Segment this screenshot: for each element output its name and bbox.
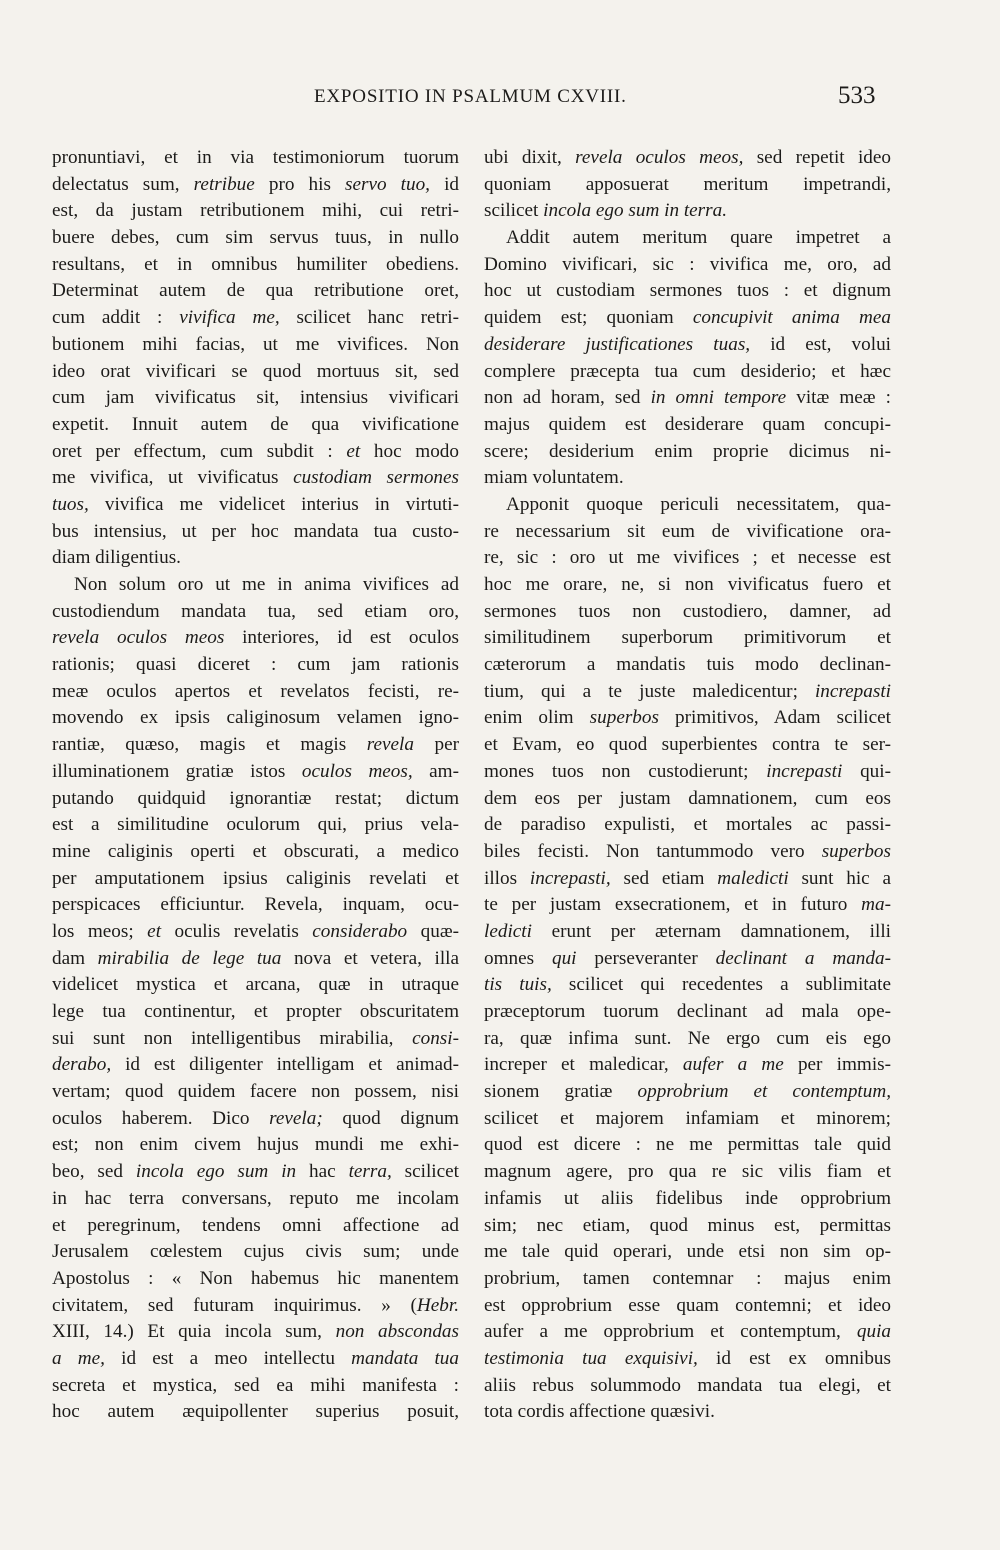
italic-segment: oculos meos, (301, 760, 413, 782)
text-line (484, 1399, 891, 1426)
italic-segment: servo tuo, (345, 173, 430, 195)
text-line (52, 1079, 459, 1106)
text-line (484, 412, 891, 439)
italic-segment: testimonia tua exquisivi, (484, 1347, 698, 1369)
text-segment: quod est dicere : ne me permittas tale quid (484, 1134, 891, 1156)
text-segment: movendo ex ipsis caliginosum velamen igno- (52, 707, 459, 729)
text-line (52, 705, 459, 732)
text-segment: aliis rebus solummodo mandata tua elegi, et (484, 1374, 891, 1396)
text-line (484, 1213, 891, 1240)
text-line (52, 652, 459, 679)
italic-segment: mirabilia de lege tua (97, 947, 282, 969)
text-segment: XIII, 14.) Et quia incola sum, (52, 1321, 336, 1343)
italic-segment: terra, (348, 1161, 392, 1183)
italic-segment: considerabo (312, 920, 408, 942)
text-segment: oculos haberem. Dico (52, 1107, 270, 1129)
text-segment: sermones tuos non custodiero, damner, ad (484, 600, 891, 622)
text-segment: id est diligenter intelligam et animad- (111, 1054, 459, 1076)
text-line (52, 305, 459, 332)
text-segment: ubi dixit, (484, 147, 576, 168)
text-line (52, 892, 459, 919)
text-line (484, 172, 891, 199)
text-line (484, 305, 891, 332)
text-segment: vertam; quod quidem facere non possem, nisi (52, 1081, 459, 1103)
text-line (52, 545, 459, 572)
italic-segment: quia (856, 1321, 891, 1343)
text-segment: quoniam apposuerat meritum impetrandi, (484, 173, 891, 195)
text-segment: tota cordis affectione quæsivi. (484, 1401, 715, 1423)
text-line (52, 225, 459, 252)
text-segment: mine caliginis operti et obscurati, a medico (52, 840, 459, 862)
text-line (52, 759, 459, 786)
text-line (52, 519, 459, 546)
text-segment: ra, quæ infima sunt. Ne ergo cum eis ego (484, 1027, 891, 1049)
right-text-column (484, 145, 891, 1426)
text-segment: putando quidquid ignorantiæ restat; dictum (52, 787, 459, 809)
text-line (484, 679, 891, 706)
text-line (52, 999, 459, 1026)
text-line (52, 198, 459, 225)
italic-segment: tuos, (52, 493, 89, 515)
text-segment: complere præcepta tua cum desiderio; et hæc (484, 360, 891, 382)
text-line (484, 385, 891, 412)
text-segment: scilicet (391, 1161, 459, 1183)
text-line (52, 1239, 459, 1266)
text-line (52, 1373, 459, 1400)
text-line (52, 1186, 459, 1213)
text-segment: dem eos per justam damnationem, cum eos (484, 787, 891, 809)
text-segment: vitæ meæ : (786, 387, 891, 409)
italic-segment: custodiam sermones (293, 467, 459, 489)
text-segment: Non solum oro ut me in anima vivifices ad (74, 574, 459, 595)
text-segment: custodiendum mandata tua, sed etiam oro, (52, 600, 459, 622)
text-line (484, 732, 891, 759)
text-line (52, 919, 459, 946)
text-segment: scere; desiderium enim proprie dicimus ni- (484, 440, 891, 462)
italic-segment: consi- (412, 1027, 459, 1049)
text-segment: buere debes, cum sim servus tuus, in nullo (52, 227, 459, 249)
italic-segment: concupivit anima mea (692, 307, 891, 329)
text-line (52, 1213, 459, 1240)
italic-segment: incola ego sum in terra. (543, 200, 728, 222)
text-line (484, 599, 891, 626)
text-segment: quæ- (407, 920, 460, 942)
text-segment: quidem est; quoniam (484, 307, 693, 329)
text-segment: increper et maledicar, (484, 1054, 683, 1076)
italic-segment: revela; (269, 1107, 323, 1129)
text-line (484, 439, 891, 466)
text-line (52, 1159, 459, 1186)
text-line (484, 519, 891, 546)
italic-segment: qui (551, 947, 577, 969)
text-segment: erunt per æternam damnationem, illi (531, 920, 891, 942)
italic-segment: increpasti (766, 760, 843, 782)
text-line (52, 839, 459, 866)
text-segment: Jerusalem cœlestem cujus civis sum; unde (52, 1241, 459, 1263)
text-line (484, 1132, 891, 1159)
text-segment: biles fecisti. Non tantummodo vero (484, 840, 822, 862)
text-segment: bus intensius, ut per hoc mandata tua custo- (52, 520, 459, 542)
text-line (52, 278, 459, 305)
running-head (0, 82, 1000, 116)
text-segment: quod dignum (322, 1107, 459, 1129)
text-segment: hoc ut custodiam sermones tuos : et dignum (484, 280, 891, 302)
text-line (52, 972, 459, 999)
text-segment: lege tua continentur, et propter obscuritatem (52, 1001, 459, 1022)
text-segment: tium, qui a te juste maledicentur; (484, 680, 815, 702)
text-segment: cæterorum a mandatis tuis modo declinan- (484, 654, 891, 676)
italic-segment: increpasti (814, 680, 891, 702)
text-segment: similitudinem superborum primitivorum et (484, 627, 891, 649)
text-line (52, 359, 459, 386)
text-line (52, 1319, 459, 1346)
text-segment: interiores, id est oculos (224, 627, 459, 649)
text-line (484, 572, 891, 599)
text-line (484, 705, 891, 732)
text-line (52, 572, 459, 599)
text-line (52, 599, 459, 626)
text-line (484, 999, 891, 1026)
text-segment: oret per effectum, cum subdit : (52, 440, 347, 462)
text-segment: id est, volui (750, 333, 891, 355)
text-line (52, 946, 459, 973)
text-line (52, 1132, 459, 1159)
italic-segment: non abscondas (335, 1321, 459, 1343)
text-segment: am- (412, 760, 459, 782)
text-segment: majus quidem est desiderare quam concupi- (484, 413, 891, 435)
text-segment: Addit autem meritum quare impetret a (506, 227, 891, 249)
text-segment: scilicet qui recedentes a sublimitate (551, 974, 891, 996)
text-segment: meæ oculos apertos et revelatos fecisti, re- (52, 680, 459, 702)
italic-segment: superbos (821, 840, 891, 862)
italic-segment: superbos (589, 707, 659, 729)
text-line (484, 1186, 891, 1213)
text-segment: secreta et mystica, sed ea mihi manifesta : (52, 1374, 459, 1396)
text-line (484, 225, 891, 252)
text-segment: los meos; (52, 920, 148, 942)
text-segment: Domino vivificari, sic : vivifica me, oro, ad (484, 253, 891, 275)
text-segment: sionem gratiæ (484, 1081, 638, 1103)
text-line (484, 759, 891, 786)
text-line (52, 732, 459, 759)
text-segment: butionem mihi facias, ut me vivifices. Non (52, 333, 459, 355)
text-segment: pronuntiavi, et in via testimoniorum tuorum (52, 147, 459, 168)
text-line (484, 545, 891, 572)
text-segment: id (429, 173, 459, 195)
italic-segment: declinant a manda- (715, 947, 891, 969)
text-line (484, 1239, 891, 1266)
text-line (484, 1266, 891, 1293)
italic-segment: retribue (193, 173, 255, 195)
text-segment: te per justam exsecrationem, et in futuro (484, 894, 862, 916)
text-segment: illos (484, 867, 530, 889)
text-line (484, 919, 891, 946)
text-line (52, 385, 459, 412)
text-line (52, 145, 459, 172)
text-line (484, 252, 891, 279)
text-segment: scilicet hanc retri- (279, 307, 459, 329)
text-line (484, 465, 891, 492)
italic-segment: revela oculos meos, (575, 147, 744, 168)
text-line (52, 439, 459, 466)
italic-segment: Hebr. (416, 1294, 459, 1316)
text-segment: hac (296, 1161, 349, 1183)
text-segment: beo, sed (52, 1161, 136, 1183)
text-line (52, 1052, 459, 1079)
text-segment: delectatus sum, (52, 173, 194, 195)
text-segment: est a similitudine oculorum qui, prius vela- (52, 814, 459, 836)
text-segment: civitatem, sed futuram inquirimus. » ( (52, 1294, 417, 1316)
text-line (484, 359, 891, 386)
text-segment: in hac terra conversans, reputo me incolam (52, 1187, 459, 1209)
text-line (484, 652, 891, 679)
text-segment: Apostolus : « Non habemus hic manentem (52, 1267, 459, 1289)
italic-segment: incola ego sum in (135, 1161, 297, 1183)
text-line (484, 625, 891, 652)
text-segment: est opprobrium esse quam contemni; et ideo (484, 1294, 891, 1316)
text-segment: est, da justam retributionem mihi, cui retri- (52, 200, 459, 222)
text-segment: Determinat autem de qua retributione oret, (52, 280, 459, 302)
text-segment: re necessarium sit eum de vivificatione ora- (484, 520, 891, 542)
text-segment: hoc me orare, ne, si non vivificatus fuero et (484, 574, 891, 595)
text-line (484, 1159, 891, 1186)
text-segment: ideo orat vivificari se quod mortuus sit, sed (52, 360, 459, 382)
text-segment: id est a meo intellectu (104, 1347, 352, 1369)
text-segment: per (413, 734, 459, 756)
text-segment: dam (52, 947, 98, 969)
text-line (484, 866, 891, 893)
italic-segment: a me, (52, 1347, 105, 1369)
text-segment: id est ex omnibus (697, 1347, 891, 1369)
text-segment: resultans, et in omnibus humiliter obediens. (52, 253, 459, 275)
italic-segment: tis tuis, (484, 974, 552, 996)
text-segment: me vivifica, ut vivificatus (52, 467, 294, 489)
text-line (484, 812, 891, 839)
text-segment: aufer a me opprobrium et contemptum, (484, 1321, 857, 1343)
text-line (484, 972, 891, 999)
text-line (52, 786, 459, 813)
text-segment: expetit. Innuit autem de qua vivificatione (52, 413, 459, 435)
text-segment: est; non enim civem hujus mundi me exhi- (52, 1134, 459, 1156)
text-segment: sed repetit ideo (743, 147, 891, 168)
text-segment: Apponit quoque periculi necessitatem, qua- (506, 493, 891, 515)
text-segment: per immis- (783, 1054, 892, 1076)
text-line (52, 465, 459, 492)
text-segment: per amputationem ipsius caliginis revelati et (52, 867, 459, 889)
text-segment: illuminationem gratiæ istos (52, 760, 302, 782)
text-line (52, 412, 459, 439)
text-segment: non ad horam, sed (484, 387, 651, 409)
italic-segment: derabo, (52, 1054, 112, 1076)
text-segment: perseveranter (576, 947, 716, 969)
italic-segment: maledicti (717, 867, 789, 889)
italic-segment: opprobrium et contemptum, (637, 1081, 891, 1103)
text-segment: nova et vetera, illa (281, 947, 459, 969)
text-line (52, 332, 459, 359)
text-line (52, 1106, 459, 1133)
text-segment: sed etiam (610, 867, 718, 889)
text-segment: de paradiso expulisti, et mortales ac passi- (484, 814, 891, 836)
text-line (52, 1399, 459, 1426)
text-segment: qui- (842, 760, 891, 782)
text-line (484, 278, 891, 305)
text-segment: me tale quid operari, unde etsi non sim op- (484, 1241, 891, 1263)
running-title: EXPOSITIO IN PSALMUM CXVIII. (314, 86, 627, 107)
text-segment: oculis revelatis (161, 920, 313, 942)
text-segment: re, sic : oro ut me vivifices ; et necesse est (484, 547, 891, 569)
text-line (484, 332, 891, 359)
text-segment: rationis; quasi diceret : cum jam rationis (52, 654, 459, 676)
text-line (484, 839, 891, 866)
text-line (484, 492, 891, 519)
italic-segment: vivifica me, (179, 307, 280, 329)
text-line (52, 1026, 459, 1053)
text-line (484, 1106, 891, 1133)
italic-segment: ma- (861, 894, 891, 916)
text-line (484, 1079, 891, 1106)
text-segment: vivifica me videlicet interius in virtuti- (88, 493, 459, 515)
text-segment: videlicet mystica et arcana, quæ in utraque (52, 974, 459, 996)
italic-segment: revela (366, 734, 414, 756)
text-segment: cum jam vivificatus sit, intensius vivificari (52, 387, 459, 409)
text-segment: magnum agere, pro qua re sic vilis fiam et (484, 1161, 891, 1183)
text-line (52, 812, 459, 839)
italic-segment: mandata tua (351, 1347, 459, 1369)
text-line (52, 252, 459, 279)
text-segment: sim; nec etiam, quod minus est, permittas (484, 1214, 891, 1236)
text-line (484, 145, 891, 172)
italic-segment: ledicti (484, 920, 532, 942)
text-segment: scilicet (484, 200, 544, 222)
text-segment: sunt hic a (788, 867, 891, 889)
text-line (52, 1293, 459, 1320)
text-segment: præceptorum tuorum declinant ad mala ope- (484, 1001, 891, 1022)
text-line (484, 786, 891, 813)
text-line (52, 679, 459, 706)
text-segment: et Evam, eo quod superbientes contra te ser- (484, 734, 891, 756)
text-line (484, 892, 891, 919)
text-line (52, 1346, 459, 1373)
text-line (52, 625, 459, 652)
text-line (52, 1266, 459, 1293)
text-segment: et peregrinum, tendens omni affectione ad (52, 1214, 459, 1236)
text-line (484, 1026, 891, 1053)
text-segment: sui sunt non intelligentibus mirabilia, (52, 1027, 413, 1049)
text-line (52, 172, 459, 199)
italic-segment: et (147, 920, 162, 942)
left-text-column (52, 145, 459, 1426)
text-segment: omnes (484, 947, 552, 969)
italic-segment: in omni tempore (650, 387, 787, 409)
text-segment: primitivos, Adam scilicet (658, 707, 892, 729)
italic-segment: revela oculos meos (52, 627, 225, 649)
page-number: 533 (838, 82, 876, 109)
text-segment: perspicaces efficiuntur. Revela, inquam, ocu- (52, 894, 459, 916)
text-segment: mones tuos non custodierunt; (484, 760, 767, 782)
text-line (484, 1319, 891, 1346)
italic-segment: et (346, 440, 361, 462)
text-line (52, 492, 459, 519)
italic-segment: aufer a me (682, 1054, 784, 1076)
text-segment: hoc modo (360, 440, 459, 462)
text-line (52, 866, 459, 893)
text-segment: enim olim (484, 707, 590, 729)
text-line (484, 946, 891, 973)
text-line (484, 198, 891, 225)
italic-segment: increpasti, (529, 867, 611, 889)
text-line (484, 1052, 891, 1079)
text-segment: scilicet et majorem infamiam et minorem; (484, 1107, 891, 1129)
text-segment: probrium, tamen contemnar : majus enim (484, 1267, 891, 1289)
text-segment: diam diligentius. (52, 547, 181, 569)
text-segment: cum addit : (52, 307, 180, 329)
italic-segment: desiderare justificationes tuas, (484, 333, 751, 355)
text-segment: pro his (254, 173, 346, 195)
text-segment: rantiæ, quæso, magis et magis (52, 734, 367, 756)
text-line (484, 1346, 891, 1373)
text-line (484, 1373, 891, 1400)
text-segment: infamis ut aliis fidelibus inde opprobrium (484, 1187, 891, 1209)
text-segment: miam voluntatem. (484, 467, 624, 489)
text-line (484, 1293, 891, 1320)
text-segment: hoc autem æquipollenter superius posuit, (52, 1401, 459, 1423)
